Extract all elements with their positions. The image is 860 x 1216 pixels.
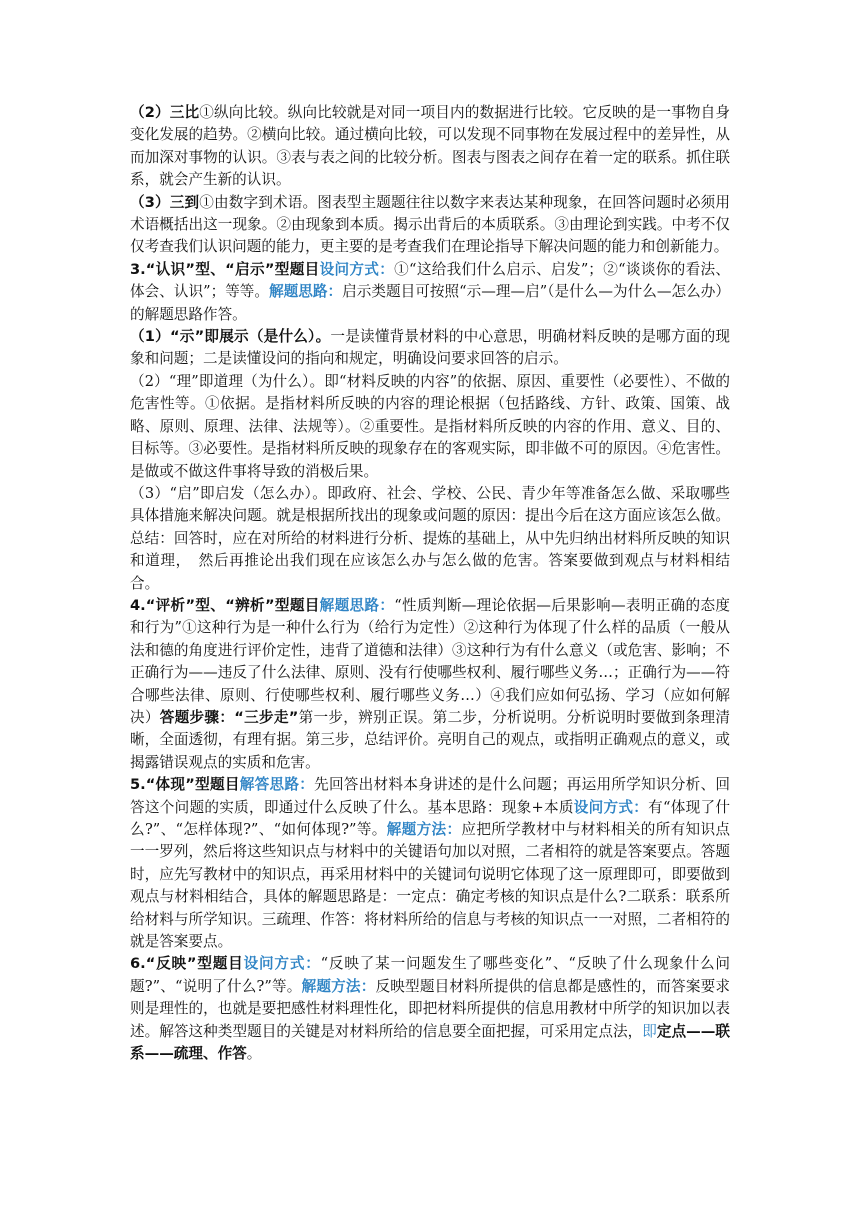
paragraph-inspire: （3）“启”即启发（怎么办）。即政府、社会、学校、公民、青少年等准备怎么做、采取哪些具体措施来解决问题。就是根据所找出的现象或问题的原因：提出今后在这方面应该怎么做。总结：回答时，应在对所给的材料进行分析、提炼的基础上，从中先归纳出材料所反映的知识和道理， 然后再推论出我们现在应该怎么办与怎么做的危害。答案要做到观点与材料相结合。 [130,484,730,592]
section-3-title: 3.“认识”型、“启示”型题目 [130,260,320,278]
section-5 [130,774,730,953]
text-three-comparisons: ①纵向比较。纵向比较就是对同一项目内的数据进行比较。它反映的是一事物自身变化发展的趋势。②横向比较。通过横向比较，可以发现不同事物在发展过程中的差异性，从而加深对事物的认识。③表与表之间的比较分析。图表与图表之间存在着一定的联系。抓住联系，就会产生新的认识。 [130,104,730,189]
text-question-style: “反映了某一问题发生了哪些变化”、“反映了什么现象什么问题?”、“说明了什么?”等。 [130,955,730,995]
text-answer-idea: 先回答出材料本身讲述的是什么问题；再运用所学知识分析、回答这个问题的实质，即通过什么反映了什么。基本思路：现象+本质 [130,776,730,816]
section-3 [130,259,730,326]
section-4 [130,595,730,774]
paragraph-show [130,326,730,371]
text-solution-method: 反映型题目材料所提供的信息都是感性的，而答案要求则是理性的，也就是要把感性材料理性化，即把材料所提供的信息用教材中所学的知识加以表述。解答这种类型题目的关键是对材料所给的信息要全面把握，可采用定点法， [130,977,730,1040]
label-answer-idea: 解答思路： [239,776,315,794]
text-solution-method: 应把所学教材中与材料相关的所有知识点一一罗列，然后将这些知识点与材料中的关键语句加以对照，二者相符的就是答案要点。答题时，应先写教材中的知识点，再采用材料中的关键词句说明它体现了这一原理即可，即要做到观点与材料相结合，具体的解题思路是：一定点：确定考核的知识点是什么?二联系：联系所给材料与所学知识。三疏理、作答：将材料所给的信息与考核的知识点一一对照，二者相符的就是答案要点。 [130,821,730,951]
section-6 [130,953,730,1065]
paragraph-three-comparisons [130,102,730,192]
label-question-style: 设问方式： [573,798,649,816]
text-solution-idea: “性质判断—理论依据—后果影响—表明正确的态度和行为”①这种行为是一种什么行为（给行为定性）②这种行为体现了什么样的品质（一般从法和德的角度进行评价定性，违背了道德和法律）③这种行为有什么意义（或危害、影响；不正确行为——违反了什么法律、原则、没有行使哪些权利、履行哪些义务…；正确行为——符合哪些法律、原则、行使哪些权利、履行哪些义务…）④我们应如何弘扬、学习（应如何解决） [130,596,730,726]
label-solution-method: 解题方法： [386,821,462,838]
text-question-style: 有“体现了什么?”、“怎样体现?”、“如何体现?”等。 [130,798,730,838]
label-answer-steps: 答题步骤：“三步走” [159,708,299,726]
text-question-style: ①“这给我们什么启示、启发”；②“谈谈你的看法、体会、认识”；等等。 [130,260,730,301]
text-period: 。 [246,1045,262,1063]
text-answer-steps: 第一步，辨别正误。第二步，分析说明。分析说明时要做到条理清晰，全面透彻，有理有据。第三步，总结评价。亮明自己的观点，或指明正确观点的意义，或揭露错误观点的实质和危害。 [130,708,730,771]
label-solution-idea: 解题思路： [269,283,343,301]
label-question-style: 设问方式： [243,955,321,973]
paragraph-three-to [130,192,730,259]
text-ji: 即 [642,1022,657,1040]
heading-three-to: （3）三到 [130,193,200,211]
heading-three-comparisons: （2）三比 [130,104,200,121]
document-body [130,102,730,1065]
label-solution-idea: 解题思路： [319,596,395,614]
section-5-title: 5.“体现”型题目 [130,776,240,794]
section-4-title: 4.“评析”型、“辨析”型题目 [130,596,320,614]
text-three-to: ①由数字到术语。图表型主题题往往以数字来表达某种现象，在回答问题时必须用术语概括出这一现象。②由现象到本质。揭示出背后的本质联系。③由理论到实践。中考不仅仅考查我们认识问题的能力，更主要的是考查我们在理论指导下解决问题的能力和创新能力。 [130,193,730,256]
section-6-title: 6.“反映”型题目 [130,955,244,973]
label-question-style: 设问方式： [319,260,395,278]
label-solution-method: 解题方法： [301,977,376,995]
text-steps-bold: 定点——联系——疏理、作答 [130,1022,730,1063]
paragraph-reason: （2）“理”即道理（为什么）。即“材料反映的内容”的依据、原因、重要性（必要性）、不做的危害性等。①依据。是指材料所反映的内容的理论根据（包括路线、方针、政策、国策、战略、原则、原理、法律、法规等）。②重要性。是指材料所反映的内容的作用、意义、目的、目标等。③必要性。是指材料所反映的现象存在的客观实际，即非做不可的原因。④危害性。是做或不做这件事将导致的消极后果。 [130,372,730,480]
heading-show: （1）“示”即展示（是什么）。 [130,328,331,346]
text-solution-idea: 启示类题目可按照“示—理—启”（是什么—为什么—怎么办）的解题思路作答。 [130,283,730,323]
text-show: 一是读懂背景材料的中心意思，明确材料反映的是哪方面的现象和问题；二是读懂设问的指向和规定，明确设问要求回答的启示。 [130,328,730,368]
